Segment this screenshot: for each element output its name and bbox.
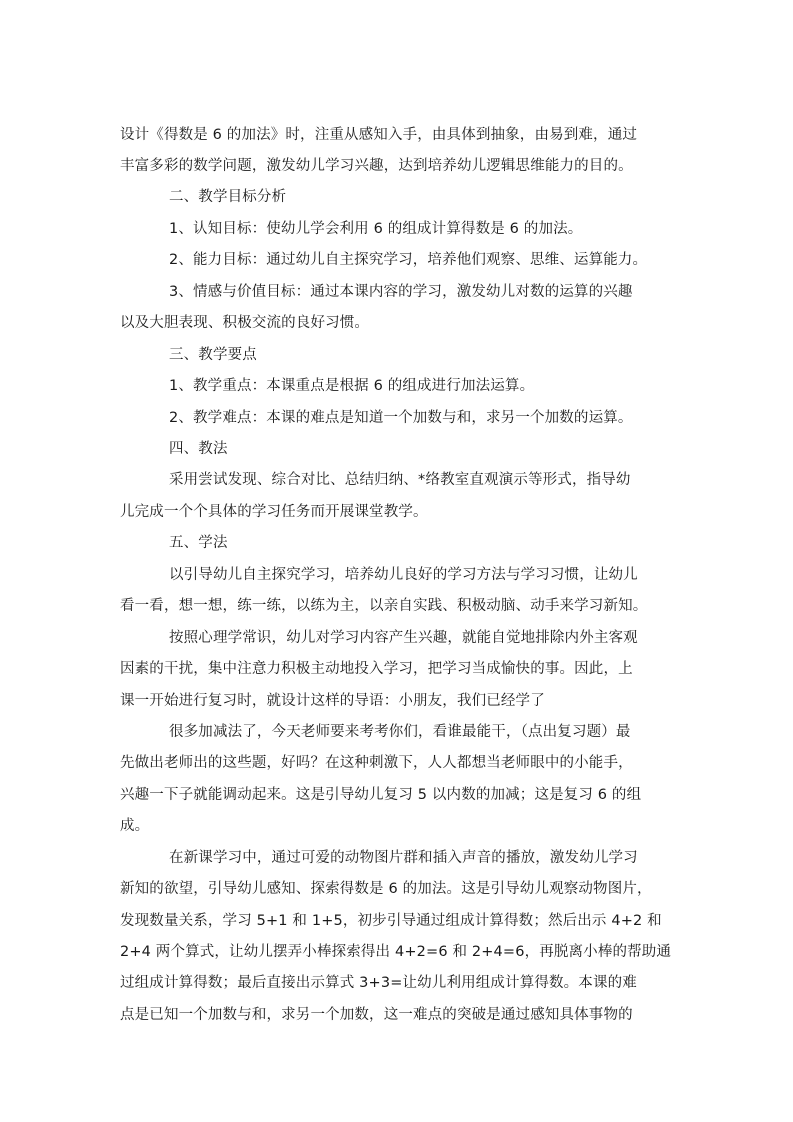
paragraph-line: 按照心理学常识，幼儿对学习内容产生兴趣，就能自觉地排除内外主客观 (169, 630, 638, 646)
paragraph-line: 1、教学重点：本课重点是根据 6 的组成进行加法运算。 (169, 378, 535, 394)
section-heading: 三、教学要点 (169, 347, 257, 363)
paragraph-line: 新知的欲望，引导幼儿感知、探索得数是 6 的加法。这是引导幼儿观察动物图片， (120, 881, 652, 897)
section-heading: 五、学法 (169, 535, 228, 551)
paragraph-line: 看一看，想一想，练一练，以练为主，以亲自实践、积极动脑、动手来学习新知。 (120, 598, 648, 614)
paragraph-line: 丰富多彩的数学问题，激发幼儿学习兴趣，达到培养幼儿逻辑思维能力的目的。 (120, 158, 633, 174)
paragraph-line: 成。 (120, 818, 150, 834)
paragraph-line: 点是已知一个加数与和，求另一个加数，这一难点的突破是通过感知具体事物的 (120, 1007, 633, 1023)
paragraph-line: 课一开始进行复习时，就设计这样的导语：小朋友，我们已经学了 (120, 693, 545, 709)
paragraph-line: 过组成计算得数；最后直接出示算式 3+3=让幼儿利用组成计算得数。本课的难 (120, 975, 637, 991)
paragraph-line: 2、教学难点：本课的难点是知道一个加数与和，求另一个加数的运算。 (169, 410, 633, 426)
paragraph-line: 因素的干扰，集中注意力积极主动地投入学习，把学习当成愉快的事。因此，上 (120, 661, 633, 677)
paragraph-line: 3、情感与价值目标：通过本课内容的学习，激发幼儿对数的运算的兴趣 (169, 284, 633, 300)
paragraph-line: 很多加减法了，今天老师要来考考你们，看谁最能干，（点出复习题）最 (169, 724, 631, 740)
paragraph-line: 设计《得数是 6 的加法》时，注重从感知入手，由具体到抽象，由易到难，通过 (120, 127, 637, 143)
paragraph-line: 以引导幼儿自主探究学习，培养幼儿良好的学习方法与学习习惯，让幼儿 (169, 567, 638, 583)
paragraph-line: 在新课学习中，通过可爱的动物图片群和插入声音的播放，激发幼儿学习 (169, 850, 638, 866)
paragraph-line: 以及大胆表现、积极交流的良好习惯。 (120, 315, 370, 331)
section-heading: 四、教法 (169, 441, 228, 457)
paragraph-line: 发现数量关系，学习 5+1 和 1+5，初步引导通过组成计算得数；然后出示 4+2 和 (120, 913, 662, 929)
paragraph-line: 先做出老师出的这些题，好吗？在这种刺激下，人人都想当老师眼中的小能手， (120, 755, 633, 771)
section-heading: 二、教学目标分析 (169, 189, 287, 205)
paragraph-line: 1、认知目标：使幼儿学会利用 6 的组成计算得数是 6 的加法。 (169, 221, 583, 237)
paragraph-line: 采用尝试发现、综合对比、总结归纳、*络教室直观演示等形式，指导幼 (169, 472, 631, 488)
paragraph-line: 2+4 两个算式，让幼儿摆弄小棒探索得出 4+2=6 和 2+4=6，再脱离小棒的帮助通 (120, 944, 672, 960)
paragraph-line: 儿完成一个个具体的学习任务而开展课堂教学。 (120, 504, 428, 520)
paragraph-line: 兴趣一下子就能调动起来。这是引导幼儿复习 5 以内数的加减；这是复习 6 的组 (120, 787, 642, 803)
paragraph-line: 2、能力目标：通过幼儿自主探究学习，培养他们观察、思维、运算能力。 (169, 252, 648, 268)
